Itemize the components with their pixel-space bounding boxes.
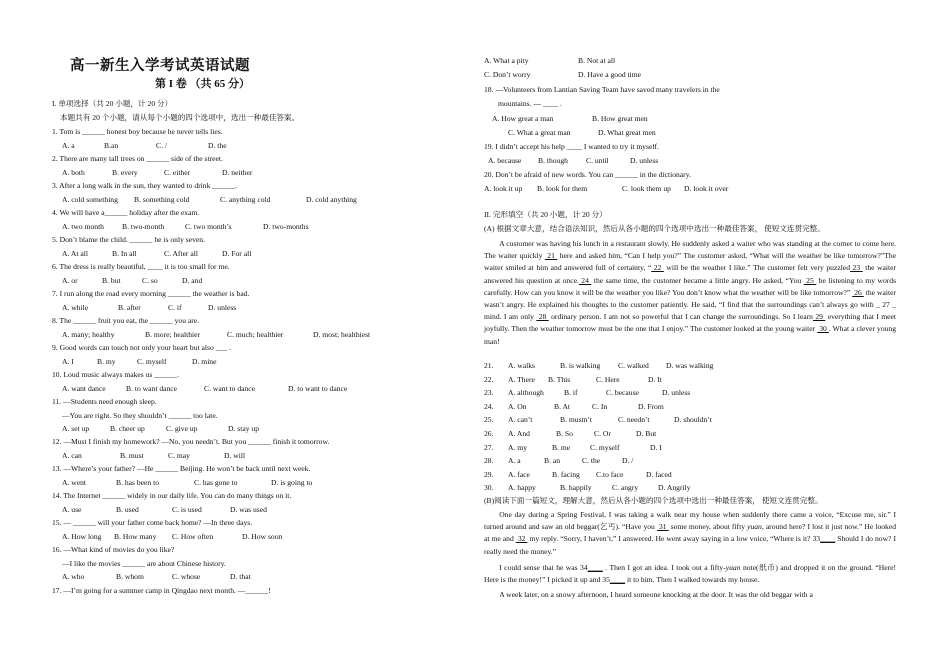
option-b[interactable]: B. used xyxy=(116,504,139,514)
passage-text: will be the weather I like.” The customer felt very puzzled xyxy=(663,263,850,273)
question-11: 11. —Students need enough sleep. xyxy=(52,397,157,406)
question-5: 5. Don’t blame the child. ______ he is only seven. xyxy=(52,235,205,244)
question-3: 3. After a long walk in the sun, they wanted to drink ______. xyxy=(52,181,237,190)
question-8: 8. The ______ fruit you eat, the ______ you are. xyxy=(52,316,200,325)
cloze-number-21: 21. xyxy=(484,361,494,370)
cloze-number-25: 25. xyxy=(484,415,494,425)
option-d[interactable]: D. most; healthiest xyxy=(313,329,371,339)
option-d[interactable]: D. cold anything xyxy=(306,194,357,204)
passage-text: some money, about fifty xyxy=(668,522,748,532)
option-a[interactable]: A. At all xyxy=(62,248,88,258)
option-b[interactable]: B. look for them xyxy=(537,184,588,193)
option-b[interactable]: B. At xyxy=(554,401,571,411)
passage-text: the waiter wasn’t angry. He explained his thoughts to the customer patiently. He said, “I find that the surroundings can’t always go with _ 27 _ mind. I am only xyxy=(484,287,896,322)
passage-text: , around here? I lost it just now.” He looked at me and xyxy=(484,522,896,544)
option-d[interactable]: D. How soon xyxy=(242,531,283,541)
blank-24[interactable]: 24 xyxy=(578,275,592,285)
option-d[interactable]: D. For all xyxy=(222,248,252,258)
passage-b-paragraph-2 xyxy=(484,562,896,586)
passage-text: A customer was having his lunch in a restaurant slowly. He suddenly asked a waiter who was standing at the corner to come here. The waiter quickly xyxy=(484,239,896,261)
passage-text: here and asked him, “Can I help you?” The customer asked, “What will the weather be like tomorrow?”The waiter smiled at him and answered full of certainty, “ xyxy=(484,251,896,273)
option-b[interactable]: B. two-month xyxy=(122,221,165,231)
question-12: 12. —Must I finish my homework? —No, you needn’t. But you ______ finish it tomorrow. xyxy=(52,437,330,446)
blank-29[interactable]: 29 xyxy=(812,312,826,322)
option-c[interactable]: C. anything cold xyxy=(220,194,271,204)
option-c[interactable]: C. look them up xyxy=(622,184,671,193)
option-b[interactable]: B. mustn’t xyxy=(560,415,592,425)
option-c[interactable]: C. walked xyxy=(618,361,649,370)
option-a[interactable]: A. because xyxy=(488,156,522,165)
option-b[interactable]: B. if xyxy=(564,388,578,398)
option-d[interactable]: D. faced xyxy=(646,469,672,479)
question-19: 19. I didn’t accept his help ____ I wanted to try it myself. xyxy=(484,142,659,151)
option-b[interactable]: B. whom xyxy=(116,572,144,581)
option-a[interactable]: A. There xyxy=(508,374,535,384)
option-c[interactable]: C. if xyxy=(168,302,182,312)
question-9: 9. Good words can touch not only your heart but also ___ . xyxy=(52,343,231,352)
option-a[interactable]: A. And xyxy=(508,429,530,438)
question-14: 14. The Internet ______ widely in our daily life. You can do many things on it. xyxy=(52,491,292,500)
option-d[interactable]: D. From xyxy=(638,401,664,411)
partA-instruction: (A) 根据文章大意，结合语法知识，然后从各小题的四个选项中选出一种最佳答案， 使短文连贯完整。 xyxy=(484,224,825,233)
option-b[interactable]: B. every xyxy=(112,167,138,177)
question-15: 15. — ______ will your father come back home? —In three days. xyxy=(52,518,253,527)
question-16-line2: —I like the movies ______ are about Chinese history. xyxy=(62,558,226,568)
passage-text: my reply. “Sorry, I haven’t,” I answered. He went away saying in a low voice, “Where is it? 33 xyxy=(527,534,821,544)
question-17: 17. —I’m going for a summer camp in Qingdao next month. —______! xyxy=(52,586,271,595)
option-c[interactable]: C. myself xyxy=(137,356,167,366)
option-b[interactable]: B. though xyxy=(538,156,568,165)
cloze-number-23: 23. xyxy=(484,388,494,398)
option-b[interactable]: B. happily xyxy=(560,483,592,493)
option-d[interactable]: D. mine xyxy=(192,356,217,366)
option-d[interactable]: D. unless xyxy=(208,302,237,312)
option-a[interactable]: A. How great a man xyxy=(492,114,554,123)
option-b[interactable]: B. cheer up xyxy=(110,424,145,433)
option-d[interactable]: D. unless xyxy=(630,156,659,165)
option-a[interactable]: A. went xyxy=(62,477,87,487)
question-13: 13. —Where’s your father? —He ______ Beijing. He won’t be back until next week. xyxy=(52,464,311,473)
option-d[interactable]: D. look it over xyxy=(684,184,729,193)
blank-xxxx[interactable]: ____ xyxy=(609,575,626,585)
question-7: 7. I run along the road every morning ______ the weather is bad. xyxy=(52,289,250,298)
section2-heading: II. 完形填空（共 20 小题，计 20 分） xyxy=(484,210,607,219)
cloze-number-24: 24. xyxy=(484,401,494,411)
option-c[interactable]: C. / xyxy=(156,140,167,150)
option-d[interactable]: D. was walking xyxy=(666,361,714,370)
passage-text: everything that I meet joyfully. Then the weather tomorrow must be the one that I enjoy.” The customer looked at the young waiter xyxy=(484,312,897,334)
blank-26[interactable]: 26 xyxy=(852,287,864,297)
blank-21[interactable]: 21 xyxy=(544,251,558,261)
option-b[interactable]: B. me xyxy=(552,442,571,452)
cloze-number-26: 26. xyxy=(484,429,494,438)
option-c[interactable]: C. has gone to xyxy=(194,477,238,487)
option-a[interactable]: A. I xyxy=(62,356,74,366)
question-2: 2. There are many tall trees on ______ side of the street. xyxy=(52,154,223,163)
option-d[interactable]: D. What great men xyxy=(598,128,656,137)
question-4: 4. We will have a______ holiday after the exam. xyxy=(52,208,200,217)
option-b[interactable]: B. So xyxy=(556,429,573,438)
option-a[interactable]: A. while xyxy=(62,302,89,312)
option-c[interactable]: C. much; healthier xyxy=(227,329,284,339)
page-title: 高一新生入学考试英语试题 xyxy=(70,58,250,74)
passage-text: ordinary person. I am not so powerful that I can change the surroundings. So I learn xyxy=(548,312,813,322)
option-a[interactable]: A. my xyxy=(508,442,527,452)
option-c[interactable]: C. the xyxy=(582,456,601,466)
blank-xxxx[interactable]: ____ xyxy=(820,534,836,544)
section1-heading: I. 单项选择（共 20 小题，计 20 分） xyxy=(52,99,173,108)
option-b[interactable]: B. after xyxy=(118,302,141,312)
option-c[interactable]: C. myself xyxy=(590,442,620,452)
cloze-number-30: 30. xyxy=(484,483,494,493)
passage-text: . What a clever young man! xyxy=(484,324,897,346)
option-d[interactable]: D. that xyxy=(230,572,251,581)
option-d[interactable]: D. But xyxy=(636,429,657,438)
option-c[interactable]: C. After all xyxy=(164,248,198,258)
option-d[interactable]: D. neither xyxy=(222,167,253,177)
option-a[interactable]: A. How long xyxy=(62,531,102,541)
option-c[interactable]: C. Or xyxy=(594,429,611,438)
option-b[interactable]: B. Not at all xyxy=(578,56,616,65)
option-a[interactable]: A. can’t xyxy=(508,415,533,425)
option-b[interactable]: B. How great men xyxy=(592,114,648,123)
option-c[interactable]: C. In xyxy=(592,401,608,411)
option-b[interactable]: B. more; healthier xyxy=(145,329,201,339)
option-c[interactable]: C. What a great man xyxy=(508,128,571,137)
option-d[interactable]: D. is going to xyxy=(271,477,313,487)
option-c[interactable]: C. may xyxy=(168,450,190,460)
question-20: 20. Don’t be afraid of new words. You can ______ in the dictionary. xyxy=(484,170,691,179)
blank-22[interactable]: 22 xyxy=(651,263,664,273)
option-a[interactable]: A. can xyxy=(62,450,82,460)
blank-31[interactable]: 31 xyxy=(656,522,669,532)
option-d[interactable]: D. shouldn’t xyxy=(674,415,712,425)
option-b[interactable]: B. This xyxy=(548,374,571,384)
question-6: 6. The dress is really beautiful, ____ it is too small for me. xyxy=(52,262,230,271)
option-b[interactable]: B. an xyxy=(544,456,561,466)
option-b[interactable]: B.an xyxy=(104,140,119,150)
cloze-number-22: 22. xyxy=(484,374,494,384)
option-d[interactable]: D. Have a good time xyxy=(578,70,642,79)
option-c[interactable]: C. How often xyxy=(172,531,214,541)
question-1: 1. Tom is ______ honest boy because he never tells lies. xyxy=(52,127,223,136)
option-a[interactable]: A. who xyxy=(62,572,85,581)
blank-xxxx[interactable]: ____ xyxy=(587,563,603,572)
option-c[interactable]: C. until xyxy=(586,156,609,165)
partB-instruction: (B)阅读下面一篇短文，理解大意，然后从各小题的四个选项中选出一种最佳答案， 使短文连贯完整。 xyxy=(484,496,823,505)
option-a[interactable]: A. What a pity xyxy=(484,56,529,65)
option-d[interactable]: D. Angrily xyxy=(658,483,691,493)
option-b[interactable]: B. my xyxy=(97,356,116,366)
passage-text: be listening to my words carefully. How can you know it will be the weather you like? You don’t know what the weather will be like tomorrow?” xyxy=(484,275,897,297)
option-a[interactable]: A. two month xyxy=(62,221,104,231)
question-10: 10. Loud music always makes us ______. xyxy=(52,370,179,379)
option-b[interactable]: B. How many xyxy=(114,531,157,541)
option-b[interactable]: B. is walking xyxy=(560,361,601,370)
passage-text: Should I do now? I really need the money.” xyxy=(484,534,896,556)
option-a[interactable]: A. a xyxy=(62,140,75,150)
option-d[interactable]: D. It xyxy=(648,374,662,384)
option-a[interactable]: A. On xyxy=(508,401,527,411)
option-c[interactable]: C.to face xyxy=(596,469,624,479)
option-c[interactable]: C. give up xyxy=(166,424,198,433)
option-b[interactable]: B. In all xyxy=(112,248,137,258)
option-b[interactable]: B. but xyxy=(102,275,121,285)
option-a[interactable]: A. happy xyxy=(508,483,536,493)
option-c[interactable]: C. two month’s xyxy=(185,221,232,231)
option-a[interactable]: A. face xyxy=(508,469,530,479)
option-d[interactable]: D. I xyxy=(650,442,662,452)
option-a[interactable]: A. want dance xyxy=(62,383,106,393)
currency-word: yuan xyxy=(747,522,762,532)
option-c[interactable]: C. want to dance xyxy=(204,383,256,393)
passage-text: the waiter answered his question at once. xyxy=(484,263,896,285)
option-d[interactable]: D. unless xyxy=(662,388,691,398)
cloze-number-27: 27. xyxy=(484,442,494,452)
option-a[interactable]: A. a xyxy=(508,456,521,466)
option-b[interactable]: B. facing xyxy=(552,469,580,479)
page-subtitle: 第 I 卷 （共 65 分） xyxy=(155,78,251,90)
option-d[interactable]: D. the xyxy=(208,140,227,150)
cloze-number-29: 29. xyxy=(484,469,494,479)
passage-text: I could sense that he was 34 xyxy=(499,563,588,572)
option-a[interactable]: A. set up xyxy=(62,424,90,433)
option-d[interactable]: D. and xyxy=(182,275,203,285)
passage-text: note(纸币) and dropped it on the ground. “Here! Here is the money!” I picked it up and 35 xyxy=(484,563,896,585)
option-d[interactable]: D. / xyxy=(622,456,634,466)
passage-text: . Then I got an idea. I took out a fifty- xyxy=(602,563,726,572)
option-b[interactable]: B. must xyxy=(120,450,144,460)
option-c[interactable]: C. Here xyxy=(596,374,620,384)
option-c[interactable]: C. whose xyxy=(172,572,201,581)
option-d[interactable]: D. will xyxy=(224,450,246,460)
option-a[interactable]: A. look it up xyxy=(484,184,523,193)
option-c[interactable]: C. so xyxy=(142,275,158,285)
question-18: 18. ---Volunteers from Lantian Saving Team have saved many travelers in the xyxy=(484,85,720,94)
passage-a xyxy=(484,238,896,348)
option-d[interactable]: D. to want to dance xyxy=(288,383,348,393)
blank-28[interactable]: 28 xyxy=(536,312,549,322)
blank-32[interactable]: 32 xyxy=(515,534,528,544)
option-d[interactable]: D. was used xyxy=(230,504,267,514)
option-c[interactable]: C. Don’t worry xyxy=(484,70,531,79)
option-a[interactable]: A. use xyxy=(62,504,82,514)
passage-text: it to him. Then I walked towards my house. xyxy=(625,575,760,585)
passage-b-paragraph-1 xyxy=(484,509,896,558)
option-c[interactable]: C. needn’t xyxy=(618,415,650,425)
passage-text: the same time, the customer became a little angry. He asked, “You xyxy=(591,275,804,285)
blank-23[interactable]: 23 xyxy=(850,263,863,273)
option-a[interactable]: A. many; healthy xyxy=(62,329,115,339)
blank-25[interactable]: 25 xyxy=(803,275,817,285)
option-c[interactable]: C. because xyxy=(606,388,639,398)
option-b[interactable]: B. has been to xyxy=(116,477,160,487)
option-c[interactable]: C. either xyxy=(164,167,191,177)
question-11-line2: —You are right. So they shouldn’t ______ too late. xyxy=(62,410,218,420)
question-18-line2: mountains. --- ____ . xyxy=(498,99,562,108)
option-c[interactable]: C. is used xyxy=(172,504,202,514)
option-b[interactable]: B. to want dance xyxy=(126,383,178,393)
question-16: 16. —What kind of movies do you like? xyxy=(52,545,175,554)
option-d[interactable]: D. two-months xyxy=(263,221,309,231)
option-c[interactable]: C. angry xyxy=(612,483,639,493)
section1-instruction: 本题共有 20 个小题，请从每个小题的四个选项中，选出一种最佳答案。 xyxy=(60,113,300,122)
option-a[interactable]: A. although xyxy=(508,388,544,398)
option-a[interactable]: A. walks xyxy=(508,361,535,370)
passage-text: One day during a Spring Festival, I was taking a walk near my house when suddenly there came a voice, “Excuse me, sir.” I turned around and saw an old beggar(乞丐). “Have you xyxy=(484,510,896,532)
option-a[interactable]: A. both xyxy=(62,167,85,177)
currency-word: yuan xyxy=(725,563,741,572)
option-d[interactable]: D. stay up xyxy=(228,424,260,433)
cloze-number-28: 28. xyxy=(484,456,494,466)
blank-30[interactable]: 30 xyxy=(817,324,829,334)
passage-b-paragraph-3: A week later, on a snowy afternoon, I heard someone knocking at the door. It was the old beggar with a xyxy=(499,590,813,599)
option-a[interactable]: A. cold something xyxy=(62,194,118,204)
option-a[interactable]: A. or xyxy=(62,275,78,285)
option-b[interactable]: B. something cold xyxy=(134,194,190,204)
